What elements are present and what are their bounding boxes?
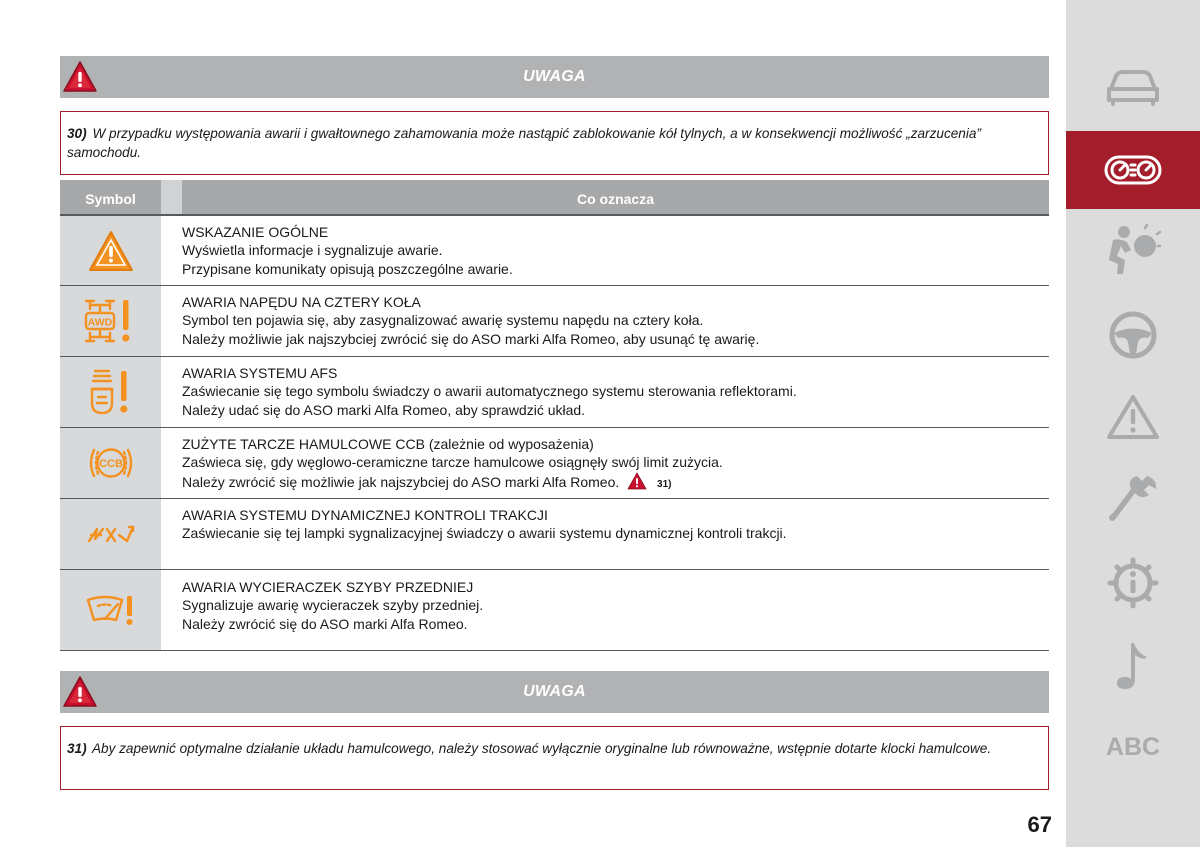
symbol-cell: [60, 357, 161, 427]
sidebar-item-car[interactable]: [1066, 52, 1200, 122]
chapter-sidebar: [1066, 0, 1200, 847]
symbol-cell: [60, 570, 161, 650]
awd-icon-label: AWD: [87, 316, 112, 329]
traction-control-fault-icon: [85, 519, 137, 549]
row-title: ZUŻYTE TARCZE HAMULCOWE CCB (zależnie od wyposażenia): [182, 436, 594, 452]
row-line: Zaświecanie się tej lampki sygnalizacyjnej świadczy o awarii systemu dynamicznej kontroli trakcji.: [182, 525, 787, 542]
info-gear-icon: [1107, 557, 1159, 609]
description-cell: [182, 578, 1049, 633]
sidebar-item-technical-data[interactable]: [1066, 548, 1200, 618]
afs-fault-icon: [87, 367, 135, 417]
airbag-icon: [1105, 224, 1161, 276]
symbol-cell: [60, 286, 161, 356]
steering-wheel-icon: [1108, 310, 1158, 360]
warning-ref-number: 30): [67, 126, 87, 141]
wrench-icon: [1107, 473, 1159, 529]
sidebar-item-warnings[interactable]: [1066, 382, 1200, 452]
description-cell: [182, 223, 1049, 278]
row-title: AWARIA SYSTEMU DYNAMICZNEJ KONTROLI TRAKCJI: [182, 507, 548, 523]
table-row: [60, 357, 1049, 428]
warning-note-top: [60, 111, 1049, 175]
table-row: [60, 570, 1049, 651]
row-line-with-ref: [182, 472, 1049, 494]
row-line: Zaświecanie się tego symbolu świadczy o awarii automatycznego systemu sterowania reflektorami.: [182, 383, 797, 400]
row-line: Wyświetla informacje i sygnalizuje awarie.: [182, 242, 443, 259]
dashboard-icon: [1103, 152, 1163, 188]
row-line: Przypisane komunikaty opisują poszczególne awarie.: [182, 260, 513, 277]
car-icon: [1105, 67, 1161, 107]
description-cell: [182, 293, 1049, 348]
header-symbol: Symbol: [60, 180, 161, 214]
general-warning-triangle-icon: [87, 229, 135, 273]
sidebar-item-multimedia[interactable]: [1066, 630, 1200, 700]
row-line: Należy możliwie jak najszybciej zwrócić się do ASO marki Alfa Romeo, aby usunąć tę awarię.: [182, 330, 760, 347]
warning-lights-table: [60, 180, 1049, 651]
sidebar-item-dashboard[interactable]: [1066, 131, 1200, 209]
row-line: Symbol ten pojawia się, aby zasygnalizować awarię systemu napędu na cztery koła.: [182, 312, 704, 329]
row-title: WSKAZANIE OGÓLNE: [182, 224, 329, 240]
table-row: [60, 286, 1049, 357]
page-number: 67: [1027, 812, 1052, 837]
table-row: [60, 216, 1049, 286]
warning-text: Aby zapewnić optymalne działanie układu hamulcowego, należy stosować wyłącznie oryginalne lub równoważne, wstępnie dotarte klocki hamulcowe.: [91, 741, 992, 756]
description-cell: [182, 435, 1049, 494]
sidebar-item-index[interactable]: [1066, 712, 1200, 782]
warning-text: W przypadku występowania awarii i gwałtownego zahamowania może nastąpić zablokowanie kół tylnych, a w konsekwencji możliwość „zarzucenia” samochodu.: [67, 126, 981, 160]
row-line: Zaświeca się, gdy węglowo-ceramiczne tarcze hamulcowe osiągnęły swój limit zużycia.: [182, 454, 723, 471]
row-line: Sygnalizuje awarię wycieraczek szyby przedniej.: [182, 597, 484, 614]
awd-fault-icon: [84, 296, 138, 346]
header-gap: [161, 180, 182, 214]
row-line: Należy zwrócić się do ASO marki Alfa Romeo.: [182, 615, 468, 632]
wiper-fault-icon: [85, 592, 137, 628]
warning-triangle-icon: [627, 472, 647, 490]
warning-ref-number: 31): [67, 741, 87, 756]
sidebar-item-driving[interactable]: [1066, 300, 1200, 370]
sidebar-item-safety[interactable]: [1066, 215, 1200, 285]
row-title: AWARIA NAPĘDU NA CZTERY KOŁA: [182, 294, 421, 310]
warning-title: UWAGA: [523, 68, 586, 85]
symbol-cell: [60, 428, 161, 498]
row-line: Należy udać się do ASO marki Alfa Romeo, aby sprawdzić układ.: [182, 401, 586, 418]
note-reference[interactable]: 31): [657, 478, 672, 490]
table-row: [60, 499, 1049, 570]
warning-title: UWAGA: [523, 683, 586, 700]
table-row: [60, 428, 1049, 499]
music-note-icon: [1113, 639, 1153, 691]
row-title: AWARIA WYCIERACZEK SZYBY PRZEDNIEJ: [182, 579, 474, 595]
warning-triangle-icon: [1106, 393, 1160, 441]
table-header: [60, 180, 1049, 216]
header-meaning: Co oznacza: [182, 180, 1049, 214]
description-cell: [182, 506, 1049, 543]
row-title: AWARIA SYSTEMU AFS: [182, 365, 338, 381]
sidebar-item-maintenance[interactable]: [1066, 466, 1200, 536]
warning-note-bottom: [60, 726, 1049, 790]
warning-header-bottom: [60, 671, 1049, 713]
row-line: Należy zwrócić się możliwie jak najszybciej do ASO marki Alfa Romeo.: [182, 473, 620, 490]
ccb-icon-label: CCB: [98, 458, 123, 471]
description-cell: [182, 364, 1049, 419]
ccb-brake-disc-icon: [86, 443, 136, 483]
symbol-cell: [60, 499, 161, 569]
index-label: ABC: [1105, 732, 1161, 761]
warning-header-top: [60, 56, 1049, 98]
symbol-cell: [60, 216, 161, 285]
